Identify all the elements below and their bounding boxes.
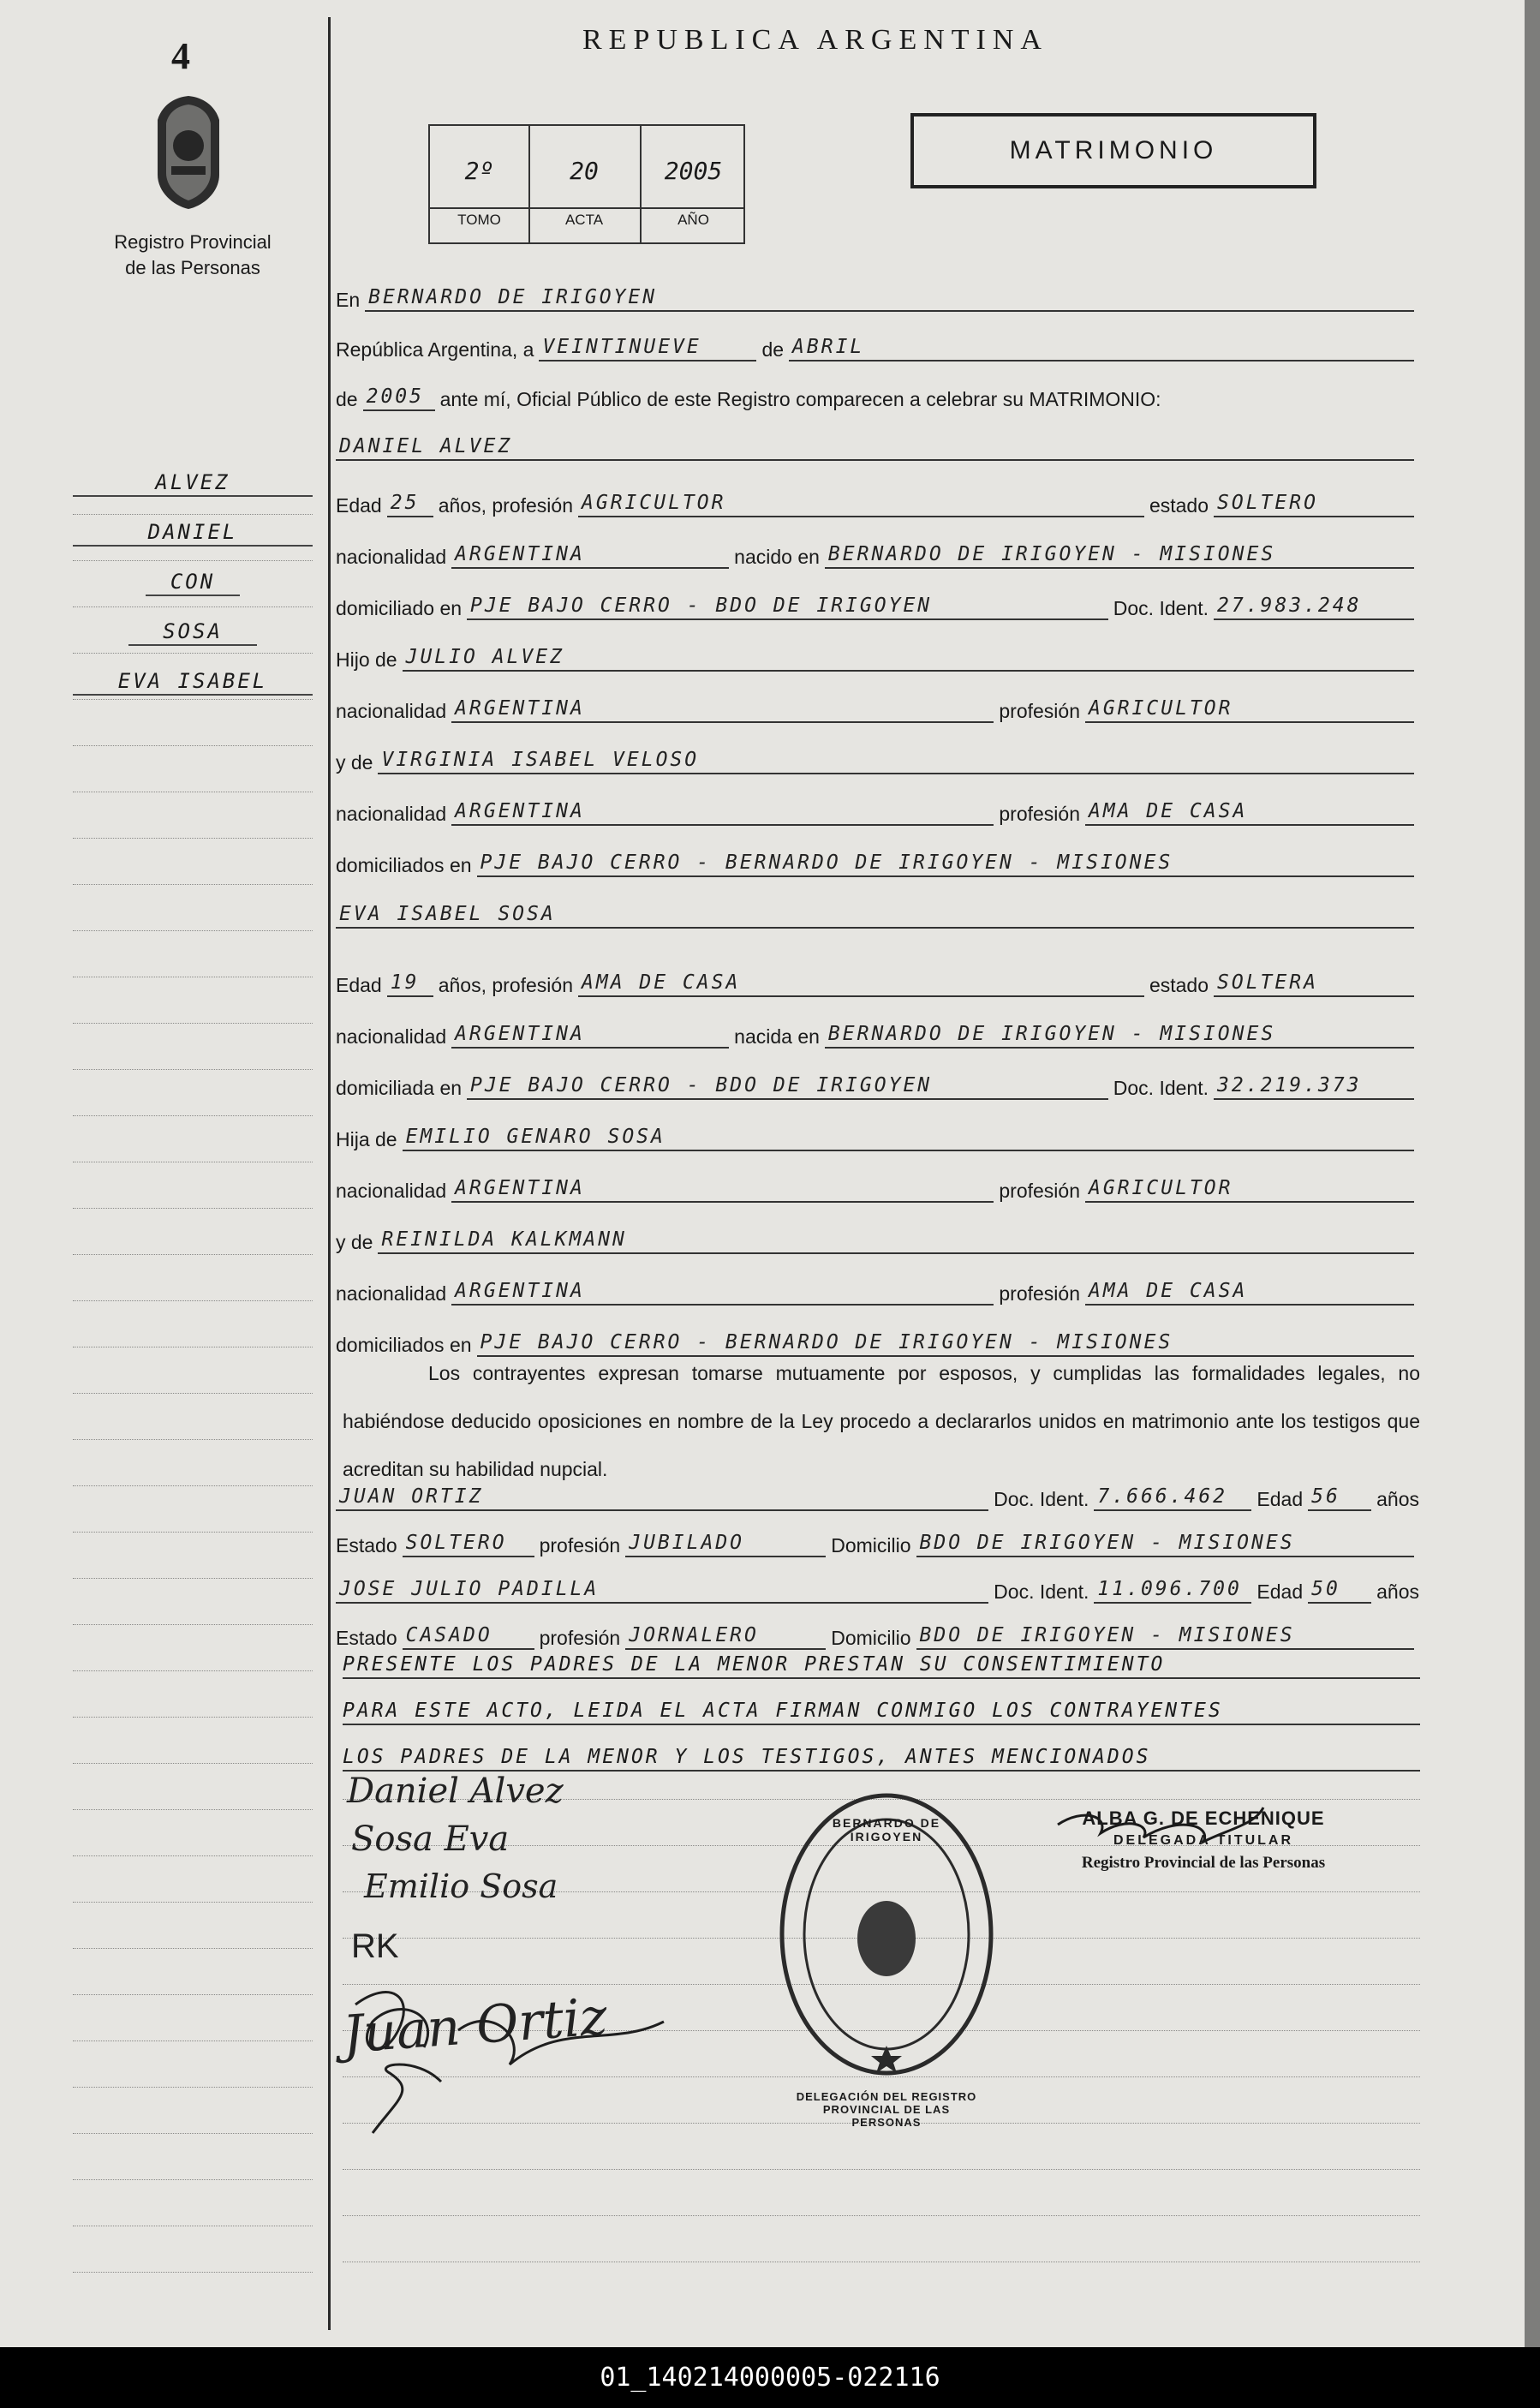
page-edge bbox=[1525, 0, 1540, 2347]
record-number-box bbox=[428, 124, 745, 244]
ruled-line bbox=[73, 1578, 313, 1579]
ruled-line bbox=[73, 1717, 313, 1718]
groom-nationality-line: nacionalidad ARGENTINA nacido en BERNARDO DE IRIGOYEN - MISIONES bbox=[336, 531, 1419, 569]
document-title: REPUBLICA ARGENTINA bbox=[582, 24, 1048, 56]
ruled-line bbox=[73, 1532, 313, 1533]
bride-mother-nationality-line: nacionalidad ARGENTINA profesión AMA DE CASA bbox=[336, 1268, 1419, 1306]
ruled-line bbox=[73, 2272, 313, 2273]
ruled-line bbox=[73, 1763, 313, 1764]
ruled-line bbox=[343, 2169, 1420, 2170]
witness-1-line: JUAN ORTIZ Doc. Ident. 7.666.462 Edad 56 años bbox=[336, 1473, 1419, 1511]
margin-note: EVA ISABEL bbox=[73, 668, 313, 696]
acta-value: 20 bbox=[570, 157, 599, 185]
ruled-line bbox=[73, 1023, 313, 1024]
scan-id-footer: 01_140214000005-022116 bbox=[0, 2347, 1540, 2408]
ruled-line bbox=[73, 838, 313, 839]
witness-2-details-line: Estado CASADO profesión JORNALERO Domicilio BDO DE IRIGOYEN - MISIONES bbox=[336, 1612, 1419, 1650]
witness-1-details-line: Estado SOLTERO profesión JUBILADO Domicilio BDO DE IRIGOYEN - MISIONES bbox=[336, 1520, 1419, 1557]
margin-note: CON bbox=[146, 569, 240, 596]
ruled-line bbox=[73, 930, 313, 931]
registry-label: Registro Provincial de las Personas bbox=[114, 231, 272, 278]
note-line: PARA ESTE ACTO, LEIDA EL ACTA FIRMAN CONMIGO LOS CONTRAYENTES bbox=[343, 1698, 1420, 1725]
groom-name: DANIEL ALVEZ bbox=[336, 433, 1414, 461]
margin-note: SOSA bbox=[128, 618, 257, 646]
ruled-line bbox=[73, 1624, 313, 1625]
witness-2-line: JOSE JULIO PADILLA Doc. Ident. 11.096.700 Edad 50 años bbox=[336, 1566, 1419, 1604]
ruled-line bbox=[73, 514, 313, 515]
ruled-line bbox=[73, 2133, 313, 2134]
ruled-line bbox=[73, 699, 313, 700]
ruled-line bbox=[73, 1948, 313, 1949]
ruled-line bbox=[343, 2215, 1420, 2216]
note-line: LOS PADRES DE LA MENOR Y LOS TESTIGOS, ANTES MENCIONADOS bbox=[343, 1744, 1420, 1772]
official-name: ALBA G. DE ECHENIQUE bbox=[1082, 1807, 1325, 1829]
ruled-line bbox=[73, 1809, 313, 1810]
groom-parents-address-line: domiciliados en PJE BAJO CERRO - BERNARDO DE IRIGOYEN - MISIONES bbox=[336, 840, 1419, 877]
signature-groom: Daniel Alvez bbox=[347, 1772, 564, 1811]
bride-name: EVA ISABEL SOSA bbox=[336, 901, 1414, 929]
bride-address-line: domiciliada en PJE BAJO CERRO - BDO DE IRIGOYEN Doc. Ident. 32.219.373 bbox=[336, 1062, 1419, 1100]
ruled-line bbox=[73, 1670, 313, 1671]
stamp-text: DELEGACIÓN DEL REGISTRO PROVINCIAL DE LAS PERSONAS bbox=[796, 2090, 977, 2129]
ruled-line bbox=[73, 1115, 313, 1116]
ruled-line bbox=[73, 1254, 313, 1255]
margin-note: DANIEL bbox=[73, 519, 313, 547]
acta-label: ACTA bbox=[564, 212, 604, 228]
groom-mother-nationality-line: nacionalidad ARGENTINA profesión AMA DE CASA bbox=[336, 788, 1419, 826]
groom-father-nationality-line: nacionalidad ARGENTINA profesión AGRICULTOR bbox=[336, 685, 1419, 723]
bride-mother-line: y de REINILDA KALKMANN bbox=[336, 1216, 1419, 1254]
ruled-line bbox=[73, 1485, 313, 1486]
signature-scribble-icon bbox=[338, 1970, 698, 2142]
ruled-line bbox=[73, 1300, 313, 1301]
groom-mother-line: y de VIRGINIA ISABEL VELOSO bbox=[336, 737, 1419, 774]
ruled-line bbox=[73, 1208, 313, 1209]
ruled-line bbox=[73, 1069, 313, 1070]
signature-witness: Juan Ortiz bbox=[340, 1987, 610, 2065]
signature-initials: RK bbox=[351, 1927, 399, 1965]
ruled-line bbox=[73, 1393, 313, 1394]
official-title: DELEGADA TITULAR bbox=[1113, 1833, 1294, 1848]
ano-label: AÑO bbox=[677, 212, 709, 228]
groom-age-line: Edad 25 años, profesión AGRICULTOR estado SOLTERO bbox=[336, 480, 1419, 517]
signature-bride-father: Emilio Sosa bbox=[364, 1867, 558, 1905]
bride-father-nationality-line: nacionalidad ARGENTINA profesión AGRICULTOR bbox=[336, 1165, 1419, 1203]
ruled-line bbox=[73, 653, 313, 654]
bride-name-line bbox=[336, 891, 1419, 929]
record-type-box: MATRIMONIO bbox=[910, 113, 1316, 188]
year-value: 2005 bbox=[363, 384, 435, 411]
bride-age-line: Edad 19 años, profesión AMA DE CASA estado SOLTERA bbox=[336, 959, 1419, 997]
month-value: ABRIL bbox=[789, 334, 1414, 361]
ruled-line bbox=[73, 1994, 313, 1995]
official-block bbox=[1024, 1807, 1383, 1874]
ruled-line bbox=[73, 884, 313, 885]
place-value: BERNARDO DE IRIGOYEN bbox=[365, 284, 1414, 312]
official-office: Registro Provincial de las Personas bbox=[1081, 1854, 1326, 1872]
bride-parents-address-line: domiciliados en PJE BAJO CERRO - BERNARDO DE IRIGOYEN - MISIONES bbox=[336, 1319, 1419, 1357]
ruled-line bbox=[73, 1902, 313, 1903]
date-line: República Argentina, a VEINTINUEVE de ABRIL bbox=[336, 324, 1419, 361]
provincial-emblem-icon bbox=[146, 93, 231, 212]
margin-note: ALVEZ bbox=[73, 469, 313, 497]
ruled-line bbox=[73, 606, 313, 607]
ruled-line bbox=[73, 745, 313, 746]
day-value: VEINTINUEVE bbox=[539, 334, 756, 361]
bride-nationality-line: nacionalidad ARGENTINA nacida en BERNARDO DE IRIGOYEN - MISIONES bbox=[336, 1011, 1419, 1049]
ruled-line bbox=[73, 2179, 313, 2180]
ruled-line bbox=[73, 560, 313, 561]
signature-bride: Sosa Eva bbox=[351, 1819, 510, 1859]
ano-value: 2005 bbox=[664, 157, 723, 185]
page-number: 4 bbox=[171, 35, 190, 77]
declaration-text: Los contrayentes expresan tomarse mutuamente por esposos, y cumplidas las formalidades legales, no habiéndose deducido oposiciones en nombre de la Ley procedo a declararlos unidos en matrimonio ante los testigos que acreditan su habilidad nupcial. bbox=[343, 1362, 1420, 1480]
groom-name-line bbox=[336, 423, 1419, 461]
tomo-value: 2º bbox=[464, 157, 494, 185]
year-line: de 2005 ante mí, Oficial Público de este Registro comparecen a celebrar su MATRIMONIO: bbox=[336, 385, 1161, 410]
stamp-inner-text: BERNARDO DE IRIGOYEN bbox=[832, 1816, 941, 1843]
margin-rule bbox=[328, 17, 331, 2330]
ruled-line bbox=[73, 2087, 313, 2088]
tomo-label: TOMO bbox=[457, 212, 501, 228]
note-line: PRESENTE LOS PADRES DE LA MENOR PRESTAN SU CONSENTIMIENTO bbox=[343, 1652, 1420, 1679]
groom-father-line: Hijo de JULIO ALVEZ bbox=[336, 634, 1419, 672]
bride-father-line: Hija de EMILIO GENARO SOSA bbox=[336, 1114, 1419, 1151]
place-line: En BERNARDO DE IRIGOYEN bbox=[336, 274, 1419, 312]
groom-address-line: domiciliado en PJE BAJO CERRO - BDO DE IRIGOYEN Doc. Ident. 27.983.248 bbox=[336, 583, 1419, 620]
ruled-line bbox=[73, 1855, 313, 1856]
ruled-line bbox=[73, 1439, 313, 1440]
